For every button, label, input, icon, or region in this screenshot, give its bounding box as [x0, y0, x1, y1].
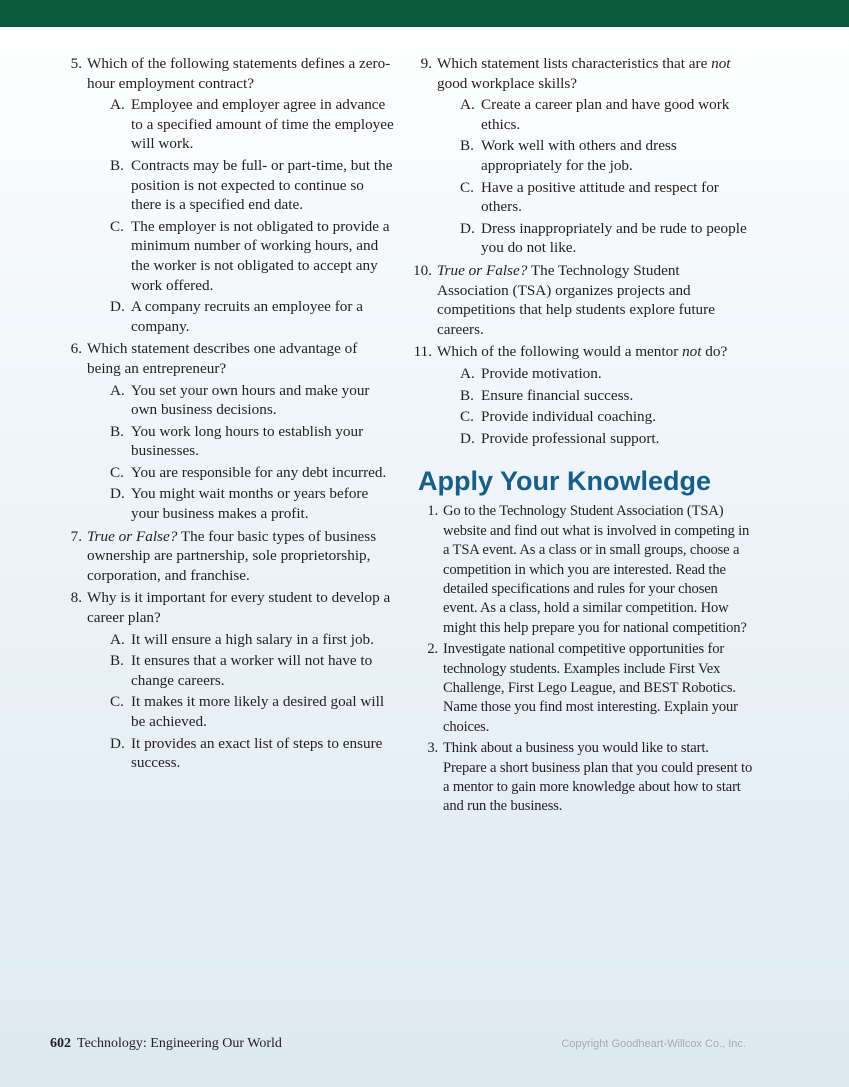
option-letter: D.	[460, 219, 475, 237]
answer-option	[87, 651, 394, 690]
answer-option	[437, 407, 754, 427]
question-11	[414, 342, 754, 448]
question-italic-text: not	[711, 55, 731, 72]
option-text: It makes it more likely a desired goal will be achieved.	[131, 693, 385, 730]
option-text: It will ensure a high salary in a first job.	[131, 630, 374, 648]
question-10	[414, 261, 754, 339]
option-text: Have a positive attitude and respect for others.	[481, 178, 719, 216]
option-letter: A.	[110, 96, 125, 114]
option-letter: C.	[110, 463, 124, 481]
apply-item	[414, 739, 754, 817]
answer-option	[87, 734, 394, 773]
page-number: 602	[50, 1036, 71, 1051]
option-letter: B.	[460, 137, 474, 155]
question-italic-text: not	[682, 343, 702, 361]
question-number: 7.	[70, 527, 82, 545]
option-text: Provide individual coaching.	[481, 408, 657, 426]
answer-option	[437, 136, 754, 175]
question-number: 8.	[70, 589, 82, 607]
footer-left	[50, 1036, 282, 1052]
apply-item-text: Go to the Technology Student Association (TSA) website and find out what is involved in competing in a TSA event. As a class or in small groups, choose a competition in which you are interested. Read the detailed specifications and rules for your chosen event. As a class, hold a similar competition. How might this help prepare you for national competition?	[443, 503, 750, 636]
question-number: 10.	[413, 261, 432, 279]
option-text: It ensures that a worker will not have to change careers.	[131, 652, 373, 689]
book-title: Technology: Engineering Our World	[77, 1036, 282, 1051]
answer-option	[87, 692, 394, 731]
question-text: Which of the following statements defines a zero-hour employment contract?	[87, 55, 391, 92]
copyright-notice: Copyright Goodheart-Willcox Co., Inc.	[561, 1038, 746, 1050]
question-6	[64, 339, 394, 523]
question-text: The Technology Student Association (TSA) organizes projects and competitions that help students explore future careers.	[437, 261, 715, 338]
question-text: do?	[701, 343, 728, 361]
option-text: You might wait months or years before your business makes a profit.	[131, 485, 369, 523]
option-letter: C.	[460, 178, 474, 196]
option-letter: B.	[110, 652, 124, 670]
option-letter: B.	[460, 386, 474, 404]
apply-item-number: 2.	[427, 641, 438, 658]
option-letter: C.	[110, 693, 124, 711]
option-text: Employee and employer agree in advance to a specified amount of time the employee will work.	[131, 96, 394, 153]
top-color-band	[0, 0, 849, 27]
question-list-left	[64, 54, 394, 773]
right-column	[414, 54, 754, 819]
question-5	[64, 54, 394, 336]
apply-item-number: 3.	[427, 740, 438, 757]
option-text: Provide motivation.	[481, 364, 602, 382]
answer-option	[87, 630, 394, 650]
option-text: You work long hours to establish your businesses.	[131, 422, 364, 460]
answer-option	[87, 422, 394, 461]
question-text-lead: Which statement lists characteristics that are	[437, 55, 712, 72]
option-letter: C.	[110, 217, 124, 235]
left-column	[64, 54, 394, 776]
question-text: Which statement describes one advantage of being an entrepreneur?	[87, 340, 358, 377]
question-number: 5.	[70, 55, 82, 72]
answer-option	[437, 429, 754, 449]
option-text: You set your own hours and make your own business decisions.	[131, 381, 370, 419]
apply-item-text: Investigate national competitive opportunities for technology students. Examples include First Vex Challenge, First Lego League, and BEST Robotics. Name those you find most interesting. Explain your choices.	[443, 641, 738, 735]
question-text: Why is it important for every student to develop a career plan?	[87, 589, 391, 627]
answer-option	[437, 386, 754, 406]
answer-option	[87, 381, 394, 420]
option-text: Dress inappropriately and be rude to people you do not like.	[481, 219, 747, 257]
option-text: Ensure financial success.	[481, 386, 634, 404]
apply-item-text: Think about a business you would like to start. Prepare a short business plan that you could present to a mentor to gain more knowledge about how to start and run the business.	[443, 740, 753, 815]
question-list-right	[414, 54, 754, 448]
answer-option	[87, 484, 394, 523]
question-italic-text: True or False?	[437, 261, 528, 279]
answer-option	[87, 297, 394, 336]
option-text: You are responsible for any debt incurred.	[131, 463, 387, 481]
answer-option	[437, 219, 754, 258]
apply-knowledge-list	[414, 502, 754, 817]
question-number: 11.	[413, 343, 432, 361]
question-8	[64, 588, 394, 772]
option-text: Create a career plan and have good work ethics.	[481, 96, 730, 133]
apply-item-number: 1.	[427, 503, 438, 520]
answer-option	[437, 364, 754, 384]
option-letter: D.	[110, 485, 125, 503]
option-letter: B.	[110, 156, 124, 174]
question-number: 6.	[70, 340, 82, 358]
option-text: It provides an exact list of steps to ensure success.	[131, 734, 383, 772]
option-letter: D.	[110, 298, 125, 316]
apply-item	[414, 640, 754, 737]
option-letter: D.	[110, 734, 125, 752]
option-letter: C.	[460, 408, 474, 426]
option-text: Work well with others and dress appropriately for the job.	[481, 137, 677, 174]
question-text: good workplace skills?	[437, 74, 578, 92]
question-text-lead: Which of the following would a mentor	[437, 343, 683, 361]
answer-option	[437, 95, 754, 134]
answer-option	[87, 217, 394, 295]
question-7	[64, 527, 394, 586]
question-9	[414, 54, 754, 258]
option-text: The employer is not obligated to provide a minimum number of working hours, and the worker is not obligated to accept any work offered.	[131, 217, 390, 294]
question-number: 9.	[420, 55, 432, 72]
option-text: A company recruits an employee for a company.	[131, 298, 363, 335]
question-text: The four basic types of business ownership are partnership, sole proprietorship, corporation, and franchise.	[87, 527, 377, 584]
question-italic-text: True or False?	[87, 527, 178, 545]
option-letter: A.	[460, 96, 475, 114]
answer-option	[87, 156, 394, 215]
option-letter: D.	[460, 429, 475, 447]
section-title-apply-your-knowledge: Apply Your Knowledge	[418, 466, 712, 497]
option-text: Provide professional support.	[481, 429, 660, 447]
option-letter: A.	[110, 381, 125, 399]
option-letter: B.	[110, 422, 124, 440]
answer-option	[437, 178, 754, 217]
option-text: Contracts may be full- or part-time, but the position is not expected to continue so there is a specified end date.	[131, 156, 393, 214]
answer-option	[87, 463, 394, 483]
answer-option	[87, 95, 394, 154]
option-letter: A.	[110, 630, 125, 648]
apply-item	[414, 502, 754, 638]
option-letter: A.	[460, 364, 475, 382]
